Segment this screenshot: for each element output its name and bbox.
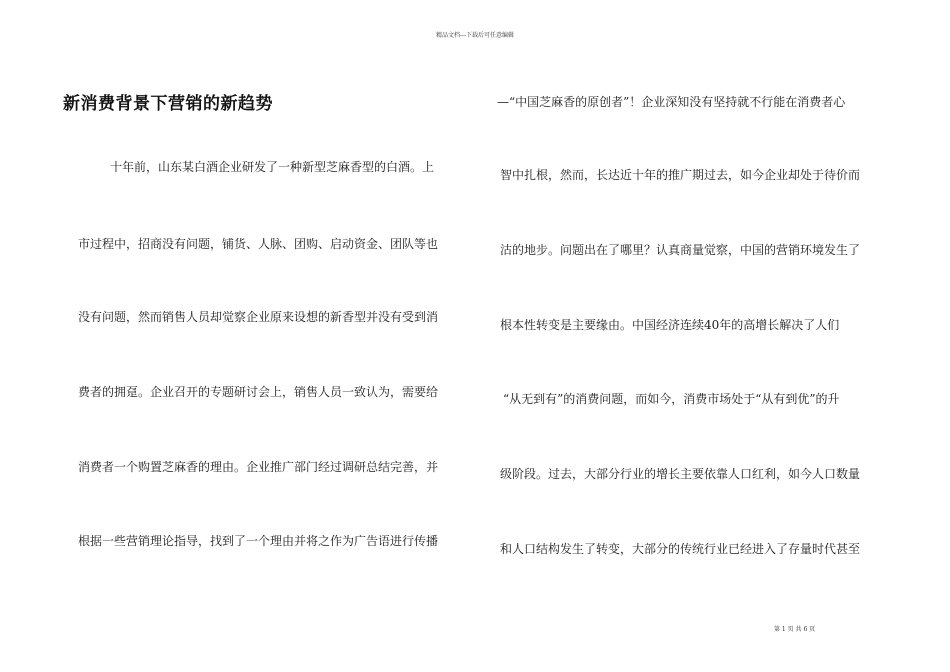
paragraph-line: 根本性转变是主要缘由。中国经济连续40年的高增长解决了人们 [500, 318, 840, 332]
paragraph-line: —“中国芝麻香的原创者”！企业深知没有坚持就不行能在消费者心 [497, 95, 846, 109]
page-number: 第 1 页 共 6 页 [774, 626, 816, 633]
paragraph-line: 消费者一个购置芝麻香的理由。企业推广部门经过调研总结完善，并 [78, 460, 439, 474]
paragraph-line: 级阶段。过去，大部分行业的增长主要依靠人口红利，如今人口数量 [500, 467, 861, 481]
paragraph-line: 十年前，山东某白酒企业研发了一种新型芝麻香型的白酒。上 [110, 160, 435, 174]
paragraph-line: 智中扎根，然而，长达近十年的推广期过去，如今企业却处于待价而 [500, 168, 861, 182]
paragraph-line: 根据一些营销理论指导，找到了一个理由并将之作为广告语进行传播 [78, 534, 439, 548]
paragraph-line: 没有问题，然而销售人员却觉察企业原来设想的新香型并没有受到消 [78, 310, 439, 324]
article-title: 新消费背景下营销的新趋势 [63, 94, 273, 114]
paragraph-line: 和人口结构发生了转变，大部分的传统行业已经进入了存量时代甚至 [500, 542, 861, 556]
page-header: 精品文档---下载后可任意编辑 [435, 32, 515, 39]
paragraph-line: 费者的拥趸。企业召开的专题研讨会上，销售人员一致认为，需要给 [78, 385, 439, 399]
paragraph-line: 市过程中，招商没有问题，铺货、人脉、团购、启动资金、团队等也 [78, 237, 439, 251]
paragraph-line: “从无到有”的消费问题，而如今，消费市场处于“从有到优”的升 [503, 392, 840, 406]
paragraph-line: 沽的地步。问题出在了哪里？认真商量觉察，中国的营销环境发生了 [500, 243, 861, 257]
